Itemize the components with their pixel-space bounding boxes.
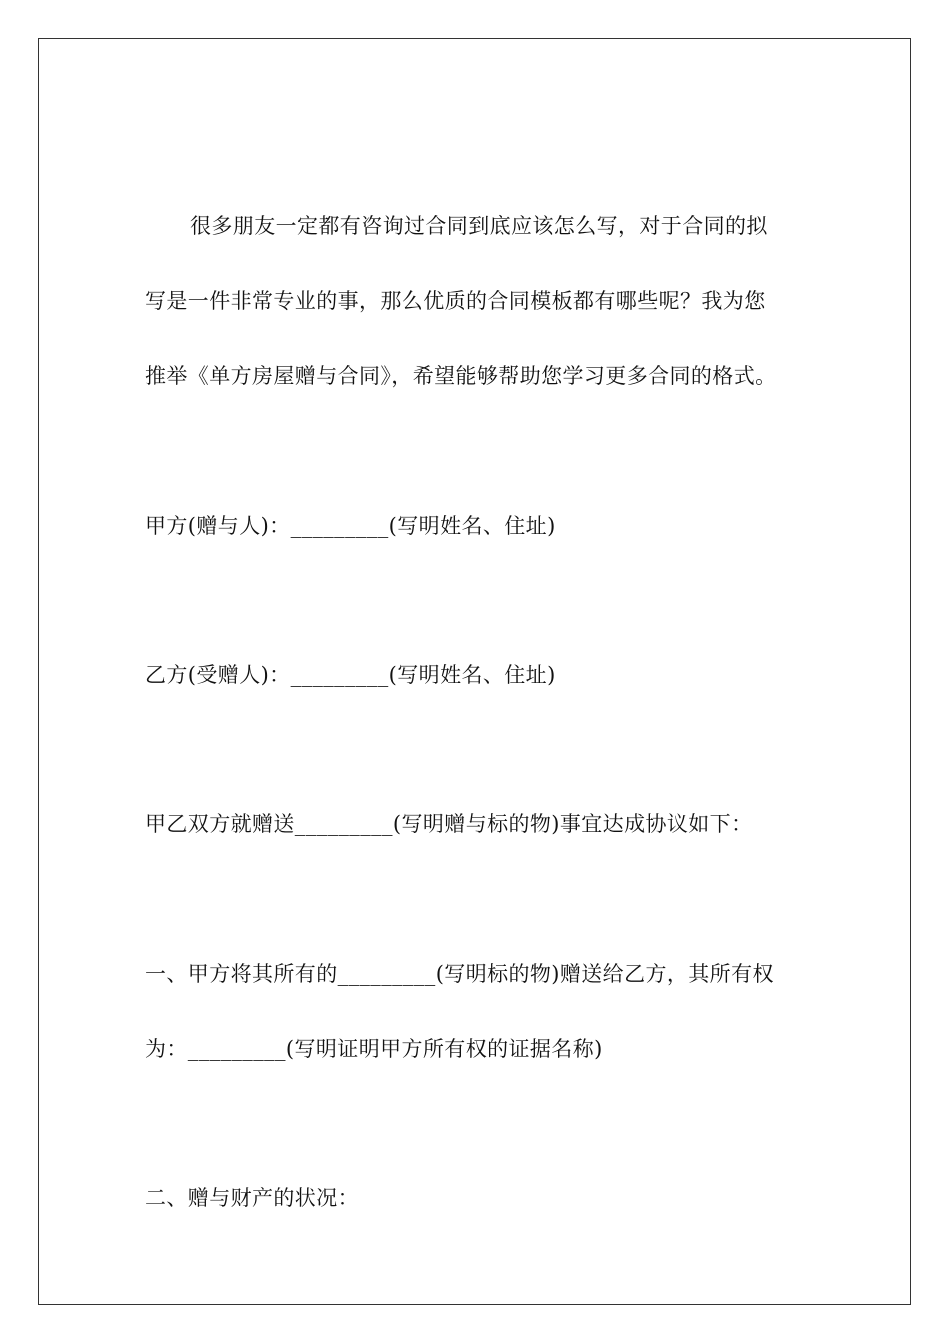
clause-1-line-1: 一、甲方将其所有的_________(写明标的物)赠送给乙方，其所有权: [145, 962, 774, 986]
intro-line-2: 写是一件非常专业的事，那么优质的合同模板都有哪些呢？我为您: [145, 289, 766, 313]
clause-1-line-2: 为：_________(写明证明甲方所有权的证据名称): [145, 1037, 603, 1061]
agreement-line: 甲乙双方就赠送_________(写明赠与标的物)事宜达成协议如下：: [145, 812, 753, 836]
intro-line-1: 很多朋友一定都有咨询过合同到底应该怎么写，对于合同的拟: [190, 214, 768, 238]
party-b-line: 乙方(受赠人)：_________(写明姓名、住址): [145, 663, 556, 687]
party-a-line: 甲方(赠与人)：_________(写明姓名、住址): [145, 514, 556, 538]
clause-2-heading: 二、赠与财产的状况：: [145, 1186, 359, 1210]
intro-line-3: 推举《单方房屋赠与合同》，希望能够帮助您学习更多合同的格式。: [145, 364, 777, 388]
